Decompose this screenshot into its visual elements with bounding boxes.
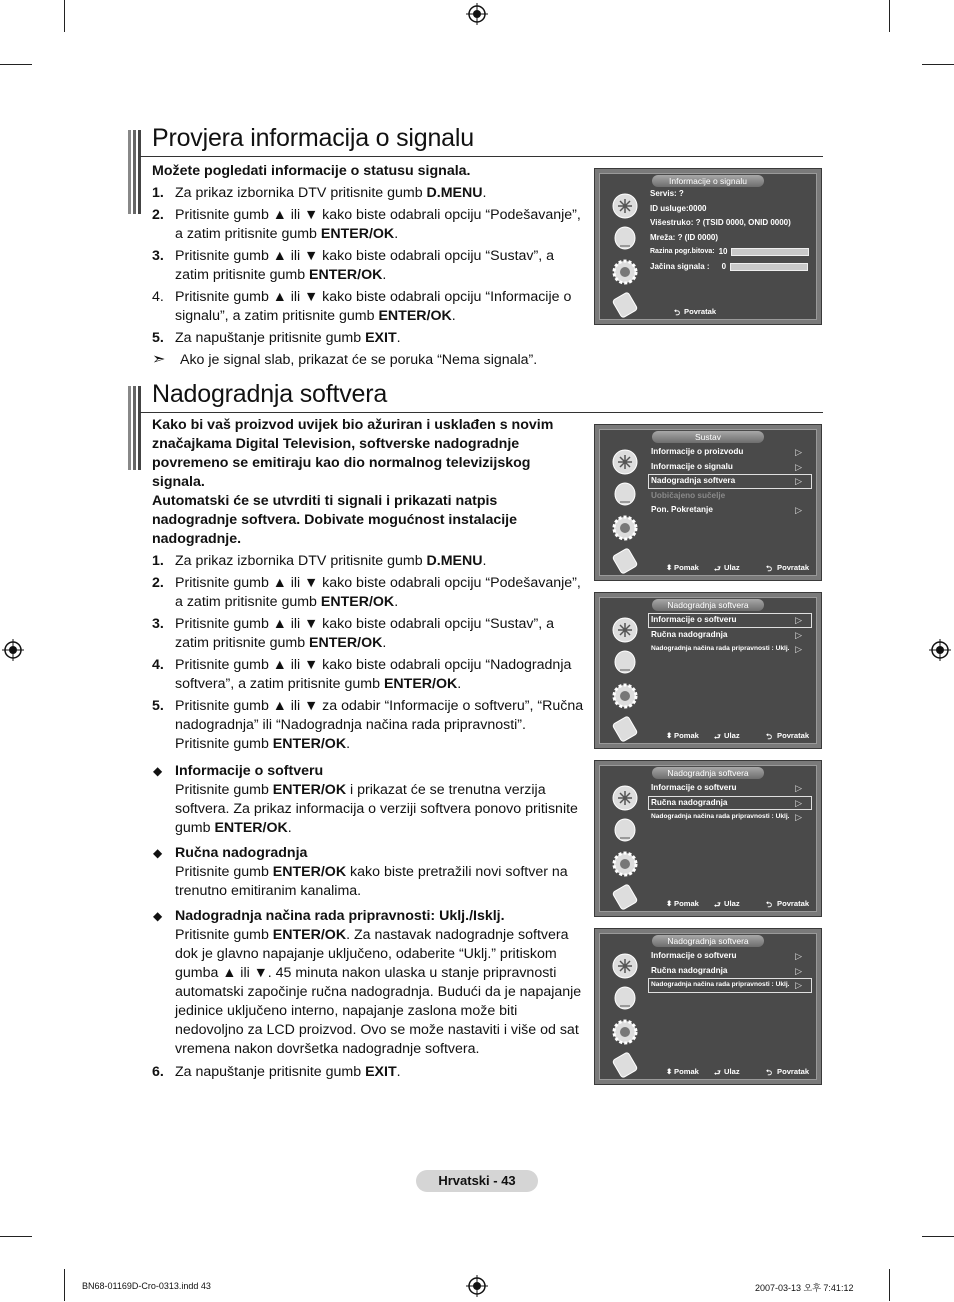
move-icon: ⬍ <box>666 899 673 908</box>
bitrate-bar <box>731 248 809 256</box>
menu-item[interactable]: Nadogradnja načina rada pripravnosti : Uklj. ▷ <box>651 812 802 822</box>
enter-icon: ⮐ <box>714 900 721 909</box>
menu-item-selected[interactable]: Ručna nadogradnja ▷ <box>648 796 812 811</box>
menu-item[interactable]: Informacije o softveru ▷ <box>651 783 802 793</box>
move-icon: ⬍ <box>666 563 673 572</box>
step-item: 6. Za napuštanje pritisnite gumb EXIT. <box>152 1064 401 1080</box>
signal-service-id: ID usluge:0000 <box>650 203 707 213</box>
step-item: 1. Za prikaz izbornika DTV pritisnite gumb D.MENU. <box>152 185 487 201</box>
triangle-right-icon: ▷ <box>795 980 802 990</box>
signal-multiplex: Višestruko: ? (TSID 0000, ONID 0000) <box>650 218 791 227</box>
step-item: 3. Pritisnite gumb ▲ ili ▼ kako biste odabrali opciju “Sustav”, a zatim pritisnite gumb ENTER/OK. <box>152 248 554 283</box>
section-title: Provjera informacija o signalu <box>152 124 474 152</box>
bullet-item: ◆ Nadogradnja načina rada pripravnosti: Uklj./Isklj. Pritisnite gumb ENTER/OK. Za nastavak nadogradnje softvera dok je glavno napajanje uključeno, odaberite “Uklj.” pritiskom gumba ▲ ili ▼. 45 minuta nakon ulaska u stanje pripravnosti automatski započinje ručna nadogradnja. Budući da je napajanje jedinice uključeno interno, napajanje zaslona može biti nedovoljno za LCD proizvod. Ovo se može nastaviti i više od sat vremena nakon dovršetka nadogradnje softvera. <box>153 908 582 1057</box>
return-icon: ⮌ <box>674 308 681 317</box>
menu-item-selected[interactable]: Nadogradnja načina rada pripravnosti : Uklj. ▷ <box>648 978 812 993</box>
section-bar <box>128 386 141 470</box>
tv-screen-upgrade-manual <box>594 760 822 917</box>
registration-mark-icon <box>466 1275 488 1297</box>
antenna-icon <box>608 615 642 645</box>
crop-mark <box>922 1236 954 1237</box>
intro-text: Možete pogledati informacije o statusu signala. <box>152 163 471 179</box>
antenna-icon <box>608 951 642 981</box>
diamond-bullet-icon: ◆ <box>153 764 163 778</box>
antenna-icon <box>608 191 642 221</box>
signal-service: Servis: ? <box>650 189 684 198</box>
section-title: Nadogradnja softvera <box>152 380 388 408</box>
return-icon: ⮌ <box>766 564 773 573</box>
crop-mark <box>922 64 954 65</box>
screen-title: Nadogradnja softvera <box>652 767 764 779</box>
enter-icon: ⮐ <box>714 732 721 741</box>
enter-icon: ⮐ <box>714 1068 721 1077</box>
channel-icon <box>608 816 642 846</box>
gear-icon <box>608 849 642 879</box>
diamond-bullet-icon: ◆ <box>153 909 163 923</box>
file-info-right: 2007-03-13 오후 7:41:12 <box>755 1283 854 1293</box>
registration-mark-icon <box>466 3 488 25</box>
triangle-right-icon: ▷ <box>795 965 802 976</box>
crop-mark <box>0 1236 32 1237</box>
channel-icon <box>608 984 642 1014</box>
note-item: ➣ Ako je signal slab, prikazat će se poruka “Nema signala”. <box>152 351 538 368</box>
page-number-badge: Hrvatski - 43 <box>416 1170 538 1192</box>
menu-item-selected[interactable]: Informacije o softveru ▷ <box>648 613 812 628</box>
antenna-icon <box>608 783 642 813</box>
triangle-right-icon: ▷ <box>795 615 802 625</box>
screen-title: Sustav <box>652 431 764 443</box>
crop-mark <box>64 0 65 32</box>
crop-mark <box>889 1269 890 1301</box>
menu-item[interactable]: Informacije o softveru ▷ <box>651 951 802 961</box>
antenna-icon <box>608 447 642 477</box>
screen-title: Nadogradnja softvera <box>652 599 764 611</box>
section-bar <box>128 130 141 214</box>
bullet-item: ◆ Ručna nadogradnja Pritisnite gumb ENTER/OK kako biste pretražili novi softver na trenutno emitiranim kanalima. <box>153 845 568 899</box>
screen-footer: ⬍ Pomak ⮐ Ulaz ⮌ Povratak <box>600 563 816 574</box>
crop-mark <box>889 0 890 32</box>
step-item: 1. Za prikaz izbornika DTV pritisnite gumb D.MENU. <box>152 553 487 569</box>
triangle-right-icon: ▷ <box>795 629 802 640</box>
step-item: 4. Pritisnite gumb ▲ ili ▼ kako biste odabrali opciju “Informacije o signalu”, a zatim pritisnite gumb ENTER/OK. <box>152 289 572 324</box>
triangle-right-icon: ▷ <box>795 644 802 654</box>
section-body <box>152 416 584 1085</box>
channel-icon <box>608 648 642 678</box>
step-item: 2. Pritisnite gumb ▲ ili ▼ kako biste odabrali opciju “Podešavanje”, a zatim pritisnite gumb ENTER/OK. <box>152 207 581 242</box>
strength-row: Jačina signala : 0 <box>648 260 812 275</box>
channel-icon <box>608 224 642 254</box>
enter-icon: ⮐ <box>714 564 721 573</box>
step-item: 2. Pritisnite gumb ▲ ili ▼ kako biste odabrali opciju “Podešavanje”, a zatim pritisnite gumb ENTER/OK. <box>152 575 581 610</box>
side-icons <box>605 780 647 898</box>
step-item: 5. Za napuštanje pritisnite gumb EXIT. <box>152 330 401 346</box>
screen-footer: ⬍ Pomak ⮐ Ulaz ⮌ Povratak <box>600 899 816 910</box>
file-info-left: BN68-01169D-Cro-0313.indd 43 <box>82 1281 211 1291</box>
side-icons <box>605 444 647 562</box>
screen-title: Informacije o signalu <box>652 175 764 187</box>
side-icons <box>605 188 647 306</box>
gear-icon <box>608 681 642 711</box>
return-icon: ⮌ <box>766 900 773 909</box>
side-icons <box>605 612 647 730</box>
menu-item[interactable]: Ručna nadogradnja ▷ <box>651 965 802 976</box>
return-icon: ⮌ <box>766 1068 773 1077</box>
menu-item[interactable]: Pon. Pokretanje ▷ <box>651 505 802 515</box>
gear-icon <box>608 513 642 543</box>
tv-screen-system <box>594 424 822 581</box>
step-item: 5. Pritisnite gumb ▲ ili ▼ za odabir “Informacije o softveru”, “Ručna nadogradnja” ili “Nadogradnja načina rada pripravnosti”. Pritisnite gumb ENTER/OK. <box>152 698 584 752</box>
triangle-right-icon: ▷ <box>795 476 802 486</box>
return-icon: ⮌ <box>766 732 773 741</box>
strength-bar <box>730 263 808 271</box>
menu-item[interactable]: Nadogradnja načina rada pripravnosti : Uklj. ▷ <box>651 644 802 654</box>
intro-text: Kako bi vaš proizvod uvijek bio ažuriran i usklađen s novim značajkama Digital Television, softverske nadogradnje povremeno se emitiraju kao dio normalnog televizijskog signala. <box>152 417 554 490</box>
menu-item[interactable]: Informacije o proizvodu ▷ <box>651 447 802 457</box>
menu-item-selected[interactable]: Nadogradnja softvera ▷ <box>648 474 812 489</box>
triangle-right-icon: ▷ <box>795 951 802 961</box>
side-icons <box>605 948 647 1066</box>
diamond-bullet-icon: ◆ <box>153 846 163 860</box>
triangle-right-icon: ▷ <box>795 783 802 793</box>
triangle-right-icon: ▷ <box>795 812 802 822</box>
channel-icon <box>608 480 642 510</box>
crop-mark <box>64 1269 65 1301</box>
screen-title: Nadogradnja softvera <box>652 935 764 947</box>
step-item: 4. Pritisnite gumb ▲ ili ▼ kako biste odabrali opciju “Nadogradnja softvera”, a zatim pritisnite gumb ENTER/OK. <box>152 657 572 692</box>
section-body <box>152 162 584 370</box>
bitrate-row: Razina pogr.bitova: 10 <box>648 245 812 260</box>
note-arrow-icon: ➣ <box>152 351 166 368</box>
section-rule <box>140 156 823 157</box>
registration-mark-icon <box>929 639 951 661</box>
menu-item-disabled: Uobičajeno sučelje <box>651 490 726 500</box>
triangle-right-icon: ▷ <box>795 447 802 457</box>
move-icon: ⬍ <box>666 731 673 740</box>
screen-footer: ⬍ Pomak ⮐ Ulaz ⮌ Povratak <box>600 1067 816 1078</box>
crop-mark <box>0 64 32 65</box>
menu-item[interactable]: Ručna nadogradnja ▷ <box>651 629 802 640</box>
registration-mark-icon <box>2 639 24 661</box>
tv-screen-upgrade-info <box>594 592 822 749</box>
intro-text: Automatski će se utvrditi ti signali i prikazati natpis nadogradnje softvera. Dobivate mogućnost instalacije nadogradnje. <box>152 493 518 547</box>
section-rule <box>140 412 823 413</box>
gear-icon <box>608 1017 642 1047</box>
bullet-item: ◆ Informacije o softveru Pritisnite gumb ENTER/OK i prikazat će se trenutna verzija softvera. Za prikaz informacija o verziji softvera ponovo pritisnite gumb ENTER/OK. <box>153 763 578 836</box>
signal-network: Mreža: ? (ID 0000) <box>650 232 719 242</box>
menu-item[interactable]: Informacije o signalu ▷ <box>651 461 802 472</box>
move-icon: ⬍ <box>666 1067 673 1076</box>
gear-icon <box>608 257 642 287</box>
triangle-right-icon: ▷ <box>795 505 802 515</box>
step-item: 3. Pritisnite gumb ▲ ili ▼ kako biste odabrali opciju “Sustav”, a zatim pritisnite gumb ENTER/OK. <box>152 616 554 651</box>
tv-screen-signal <box>594 168 822 325</box>
screen-footer: ⮌ Povratak <box>600 307 816 318</box>
triangle-right-icon: ▷ <box>795 461 802 472</box>
triangle-right-icon: ▷ <box>795 797 802 808</box>
tv-screen-upgrade-standby <box>594 928 822 1085</box>
screen-footer: ⬍ Pomak ⮐ Ulaz ⮌ Povratak <box>600 731 816 742</box>
